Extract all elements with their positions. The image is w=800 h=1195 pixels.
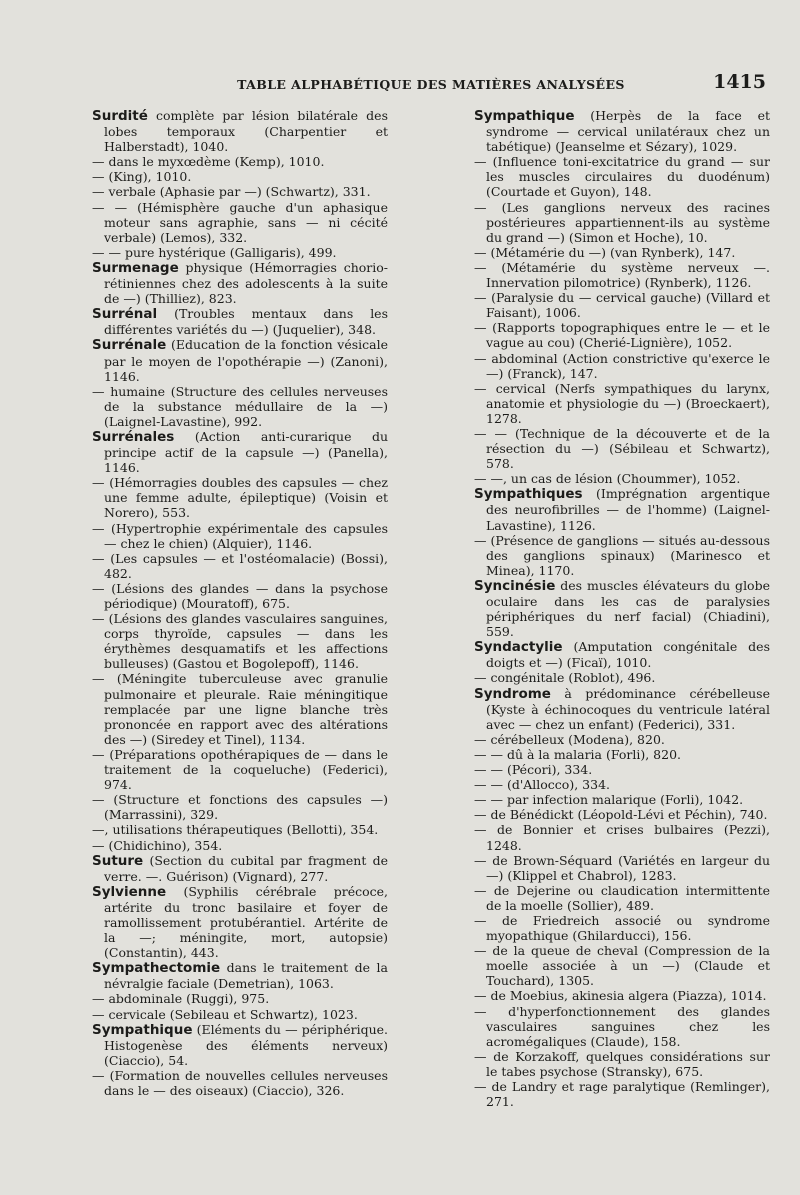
index-entry-text: — (Les ganglions nerveux des racines postérieures appartiennent-ils au système du grand —) (Simon et Hoche), 10. <box>474 199 770 245</box>
index-entry <box>474 320 770 350</box>
index-entry <box>474 290 770 320</box>
index-entry <box>92 960 388 991</box>
index-entry <box>474 245 770 260</box>
index-entry-text: — de Dejerine ou claudication intermittente de la moelle (Sollier), 489. <box>474 882 770 913</box>
index-keyword: Surdité <box>92 108 148 124</box>
index-entry <box>474 777 770 792</box>
index-entry-text: (Imprégnation argentique des neurofibrilles — de l'homme) (Laignel-Lavastine), 1126. <box>486 486 770 533</box>
index-entry-text: — de Bénédickt (Léopold-Lévi et Péchin), 740. <box>474 807 768 823</box>
left-column <box>92 108 388 1109</box>
index-keyword: Syndrome <box>474 685 551 702</box>
index-entry <box>474 792 770 807</box>
index-entry <box>474 471 770 486</box>
index-entry <box>92 154 388 169</box>
index-entry-text: — (Rapports topographiques entre le — et le vague au cou) (Cherié-Lignière), 1052. <box>474 320 770 351</box>
index-entry <box>474 988 770 1003</box>
index-entry-text: — — (d'Allocco), 334. <box>474 777 610 793</box>
index-entry-text: — — (Technique de la découverte et de la résection du —) (Sébileau et Schwartz), 578. <box>474 425 770 472</box>
index-entry <box>92 884 388 960</box>
index-entry-text: — — (Pécori), 334. <box>474 762 593 778</box>
index-entry-text: complète par lésion bilatérale des lobes temporaux (Charpentier et Halberstadt), 1040. <box>104 108 388 155</box>
index-keyword: Sylvienne <box>92 883 167 900</box>
index-keyword: Sympathiques <box>474 486 583 503</box>
index-entry-text: — — (Hémisphère gauche d'un aphasique moteur sans agraphie, sans — ni cécité verbale) (Lemos), 332. <box>92 199 388 245</box>
index-entry-text: — dans le myxœdème (Kemp), 1010. <box>92 154 325 170</box>
index-entry-text: dans le traitement de la névralgie faciale (Demetrian), 1063. <box>104 960 388 992</box>
index-entry <box>92 747 388 792</box>
index-entry-text: — cervicale (Sebileau et Schwartz), 1023. <box>92 1006 358 1022</box>
index-keyword: Sympathique <box>92 1021 193 1038</box>
index-entry-text: — congénitale (Roblot), 496. <box>474 670 656 686</box>
index-keyword: Syncinésie <box>474 577 556 594</box>
index-entry-text: — de Landry et rage paralytique (Remlinger), 271. <box>474 1079 770 1110</box>
index-entry <box>474 883 770 913</box>
index-entry-text: (Herpès de la face et syndrome — cervical unilatéraux chez un tabétique) (Jeanselme et Sézary), 1029. <box>486 108 770 155</box>
index-entry-text: — d'hyperfonctionnement des glandes vasculaires sanguines chez les acromégaliques (Claude), 158. <box>474 1003 770 1049</box>
index-entry-text: — (Influence toni-excitatrice du grand — sur les muscles circulaires du duodénum) (Courtade et Guyon), 148. <box>474 154 770 200</box>
index-entry-text: des muscles élévateurs du globe oculaire dans les cas de paralysies périphériques du nerf facial) (Chiadini), 559. <box>486 577 770 640</box>
index-entry-text: — cérébelleux (Modena), 820. <box>474 731 665 747</box>
index-entry-text: — (Lésions des glandes vasculaires sanguines, corps thyroïde, capsules — dans les érythèmes desquamatifs et les affections bulleuses) (Gastou et Bogolepoff), 1146. <box>92 611 388 672</box>
index-entry-text: — — pure hystérique (Galligaris), 499. <box>92 244 337 260</box>
index-entry-text: — — par infection malarique (Forli), 1042. <box>474 792 744 808</box>
running-header <box>92 68 770 92</box>
index-entry-text: (Action anti-curarique du principe actif de la capsule —) (Panella), 1146. <box>104 428 388 476</box>
index-entry <box>92 991 388 1006</box>
index-entry <box>474 943 770 988</box>
index-entry-text: — (Paralysie du — cervical gauche) (Villard et Faisant), 1006. <box>474 290 770 321</box>
index-entry-text: (Eléments du — périphérique. Histogenèse des éléments nerveux) (Ciaccio), 54. <box>104 1021 388 1068</box>
index-entry <box>474 639 770 670</box>
index-entry <box>92 822 388 837</box>
index-entry <box>474 260 770 290</box>
index-entry-text: — (Préparations opothérapiques de — dans le traitement de la coqueluche) (Federici), 974. <box>92 746 388 793</box>
index-entry-text: — (Lésions des glandes — dans la psychose périodique) (Mouratoff), 675. <box>92 580 388 611</box>
index-entry <box>474 762 770 777</box>
index-keyword: Suture <box>92 852 144 869</box>
index-entry <box>92 200 388 245</box>
index-entry <box>92 521 388 551</box>
index-entry-text: — de Moebius, akinesia algera (Piazza), 1014. <box>474 988 767 1004</box>
index-entry <box>474 913 770 943</box>
index-entry-text: à prédominance cérébelleuse (Kyste à échinocoques du ventricule latéral avec — chez un enfant) (Federici), 331. <box>486 685 770 732</box>
index-entry-text: — (Présence de ganglions — situés au-dessous des ganglions spinaux) (Marinesco et Minea), 1170. <box>474 532 770 578</box>
index-entry <box>474 1049 770 1079</box>
index-entry <box>92 551 388 581</box>
index-entry <box>92 429 388 475</box>
index-entry <box>92 792 388 822</box>
index-entry-text: — de la queue de cheval (Compression de la moelle associée à un —) (Claude et Touchard), 1305. <box>474 943 770 989</box>
index-keyword: Sympathectomie <box>92 960 221 977</box>
index-entry <box>474 381 770 426</box>
index-keyword: Surmenage <box>92 259 179 276</box>
index-entry <box>474 732 770 747</box>
index-entry <box>474 200 770 245</box>
index-entry <box>474 747 770 762</box>
index-keyword: Surrénale <box>92 337 167 354</box>
index-entry-text: — (Méningite tuberculeuse avec granulie pulmonaire et pleurale. Raie méningitique remplacée par une ligne blanche très prononcée en rapport avec des altérations des —) (Siredey et Tinel), 1134. <box>92 671 388 747</box>
index-entry-text: (Troubles mentaux dans les différentes variétés du —) (Juquelier), 348. <box>104 306 388 338</box>
index-entry <box>474 426 770 471</box>
index-entry <box>92 611 388 671</box>
index-entry <box>92 1007 388 1022</box>
index-entry <box>474 154 770 199</box>
index-entry-text: (Section du cubital par fragment de verre. —. Guérison) (Vignard), 277. <box>104 852 388 884</box>
index-entry <box>92 1022 388 1068</box>
index-entry <box>474 1004 770 1049</box>
index-entry <box>92 306 388 337</box>
index-keyword: Syndactylie <box>474 639 563 656</box>
index-entry-text: — (Chidichino), 354. <box>92 837 223 853</box>
index-entry-text: — (Métamérie du —) (van Rynberk), 147. <box>474 244 736 260</box>
page-number: 1415 <box>713 71 766 93</box>
index-entry <box>92 581 388 611</box>
index-entry <box>92 671 388 746</box>
right-column <box>474 108 770 1109</box>
index-entry-text: (Amputation congénitale des doigts et —) (Ficaï), 1010. <box>486 639 770 671</box>
index-entry-text: — de Brown-Séquard (Variétés en largeur du —) (Klippel et Chabrol), 1283. <box>474 852 770 883</box>
index-entry-text: — —, un cas de lésion (Choummer), 1052. <box>474 471 741 487</box>
index-entry-text: — (King), 1010. <box>92 169 192 185</box>
index-entry <box>474 1079 770 1109</box>
index-entry-text: — — dû à la malaria (Forli), 820. <box>474 746 681 762</box>
index-entry <box>92 108 388 154</box>
index-entry-text: (Education de la fonction vésicale par le moyen de l'opothérapie —) (Zanoni), 1146. <box>104 337 388 384</box>
index-entry <box>92 260 388 306</box>
index-entry-text: — (Hypertrophie expérimentale des capsules — chez le chien) (Alquier), 1146. <box>92 520 388 551</box>
index-entry <box>474 351 770 381</box>
index-entry-text: — de Korzakoff, quelques considérations sur le tabes psychose (Stransky), 675. <box>474 1048 770 1079</box>
index-entry-text: — abdominal (Action constrictive qu'exerce le —) (Franck), 147. <box>474 350 770 381</box>
index-entry <box>92 169 388 184</box>
index-entry <box>92 384 388 429</box>
index-entry-text: —, utilisations thérapeutiques (Bellotti), 354. <box>92 822 379 838</box>
index-entry-text: — humaine (Structure des cellules nerveuses de la substance médullaire de la —) (Laignel-Lavastine), 992. <box>92 383 388 429</box>
index-entry <box>474 578 770 639</box>
index-entry <box>474 686 770 732</box>
index-entry <box>92 337 388 383</box>
index-keyword: Surrénales <box>92 428 175 445</box>
index-entry-text: — abdominale (Ruggi), 975. <box>92 991 270 1007</box>
index-entry <box>474 807 770 822</box>
index-entry <box>92 853 388 884</box>
index-entry <box>92 475 388 520</box>
index-entry <box>92 838 388 853</box>
index-entry-text: — de Bonnier et crises bulbaires (Pezzi), 1248. <box>474 822 770 853</box>
index-columns <box>92 108 770 1109</box>
index-entry-text: physique (Hémorragies chorio-rétiniennes chez des adolescents à la suite de —) (Thilliez), 823. <box>104 259 388 307</box>
index-entry-text: — cervical (Nerfs sympathiques du larynx, anatomie et physiologie du —) (Broeckaert), 1278. <box>474 380 770 426</box>
index-entry-text: — (Structure et fonctions des capsules —) (Marrassini), 329. <box>92 792 388 823</box>
index-entry <box>474 822 770 852</box>
index-entry <box>474 853 770 883</box>
index-entry <box>474 486 770 532</box>
index-entry <box>92 1068 388 1098</box>
index-entry-text: — (Métamérie du système nerveux —. Innervation pilomotrice) (Rynberk), 1126. <box>474 259 770 291</box>
index-keyword: Sympathique <box>474 108 575 124</box>
index-entry <box>474 533 770 578</box>
index-keyword: Surrénal <box>92 306 158 323</box>
index-entry-text: — verbale (Aphasie par —) (Schwartz), 331. <box>92 184 371 200</box>
index-entry <box>92 245 388 260</box>
index-entry-text: — (Hémorragies doubles des capsules — chez une femme adulte, épileptique) (Voisin et Norero), 553. <box>92 475 388 521</box>
index-entry-text: — (Les capsules — et l'ostéomalacie) (Bossi), 482. <box>92 550 388 581</box>
index-entry <box>474 108 770 154</box>
index-entry-text: — de Friedreich associé ou syndrome myopathique (Ghilarducci), 156. <box>474 912 770 944</box>
index-entry <box>474 670 770 685</box>
page-header-title: TABLE ALPHABÉTIQUE DES MATIÈRES ANALYSÉES <box>237 77 625 92</box>
index-entry <box>92 184 388 199</box>
index-entry-text: — (Formation de nouvelles cellules nerveuses dans le — des oiseaux) (Ciaccio), 326. <box>92 1067 388 1098</box>
index-entry-text: (Syphilis cérébrale précoce, artérite du tronc basilaire et foyer de ramollissement protubérantiel. Artérite de la —; méningite, mort, autopsie) (Constantin), 443. <box>104 883 388 961</box>
